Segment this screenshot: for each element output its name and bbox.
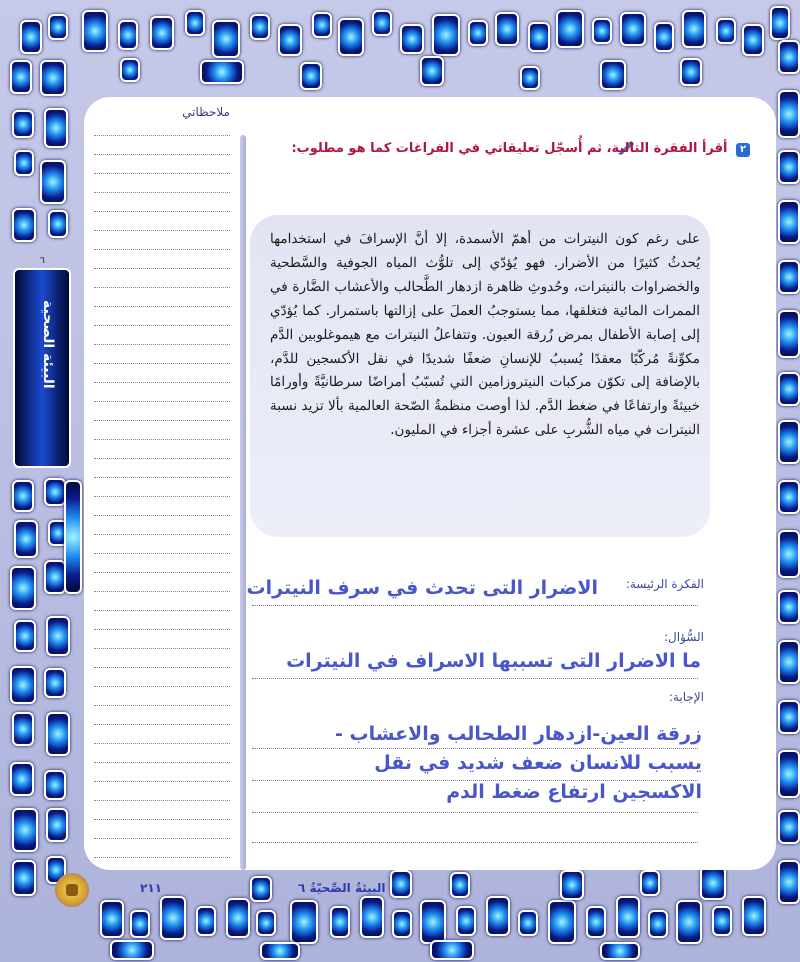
notes-line[interactable] — [94, 686, 230, 687]
decor-pill — [495, 12, 519, 46]
decor-pill — [716, 18, 736, 44]
decor-pill — [600, 942, 640, 960]
decor-pill — [160, 896, 186, 940]
notes-line[interactable] — [94, 363, 230, 364]
decor-pill — [712, 906, 732, 936]
decor-pill — [770, 6, 790, 40]
answer-line-c — [252, 812, 698, 813]
answer-line-a — [252, 748, 698, 749]
answer-line-2: يسبب للانسان ضعف شديد في نقل — [374, 752, 702, 774]
decor-pill — [640, 870, 660, 896]
notes-line[interactable] — [94, 306, 230, 307]
unit-side-tab-number: ٦ — [40, 256, 45, 266]
notes-line[interactable] — [94, 344, 230, 345]
decor-pill — [10, 762, 34, 796]
instruction — [270, 138, 750, 160]
decor-pill — [212, 20, 240, 58]
decor-pill — [12, 860, 36, 896]
notes-line[interactable] — [94, 800, 230, 801]
decor-pill — [338, 18, 364, 56]
decor-pill — [312, 12, 332, 38]
notes-line[interactable] — [94, 154, 230, 155]
decor-pill — [778, 40, 800, 74]
answer-line-1: زرقة العين-ازدهار الطحالب والاعشاب - — [335, 723, 702, 745]
decor-pill — [14, 520, 38, 558]
decor-pill — [360, 896, 384, 938]
answer-line-b — [252, 780, 698, 781]
decor-pill — [420, 56, 444, 86]
decor-pill — [118, 20, 138, 50]
notes-line[interactable] — [94, 496, 230, 497]
notes-line[interactable] — [94, 762, 230, 763]
decor-pill — [44, 668, 66, 698]
decor-pill — [250, 14, 270, 40]
decor-pill — [12, 480, 34, 512]
notes-line[interactable] — [94, 781, 230, 782]
notes-line[interactable] — [94, 287, 230, 288]
decor-pill — [100, 900, 124, 938]
decor-pill — [150, 16, 174, 50]
decor-pill — [390, 870, 412, 898]
decor-pill — [742, 896, 766, 936]
publisher-logo-mark — [66, 884, 78, 896]
decor-pill — [82, 10, 108, 52]
decor-pill — [778, 200, 800, 244]
decor-pill — [648, 910, 668, 938]
decor-pill — [600, 60, 626, 90]
decor-pill — [48, 14, 68, 40]
decor-pill — [556, 10, 584, 48]
notes-line[interactable] — [94, 591, 230, 592]
decor-pill — [120, 58, 140, 82]
notes-line[interactable] — [94, 192, 230, 193]
decor-pill — [226, 898, 250, 938]
decor-pill — [14, 620, 36, 652]
notes-title: ملاحظاتي — [182, 105, 230, 119]
decor-pill — [450, 872, 470, 898]
decor-pill — [518, 910, 538, 936]
decor-pill — [654, 22, 674, 52]
question-line — [252, 678, 698, 679]
notes-line[interactable] — [94, 857, 230, 858]
paragraph-text: على رغم كون النيترات من أهمّ الأسمدة، إلا أنَّ الإسرافَ في استخدامها يُحدثُ كثيرًا من الأضرار. فهو يُؤدّي إلى تلوُّث المياه الجوفية والسَّطحية والخضراوات بالنيترات، وحُدوثِ ظاهرة ازدهار الطَّحالب والأعشاب الضَّارة في الممرات المائية فتغلقها، مما يستوجبُ العملَ على إزالتها باستمرار. كما يُؤدّي إلى إصابة الأطفال بمرض زُرقة العيون. وتتفاعلُ النيترات مع هيموغلوبين الدَّم مكوِّنةً مُركّبًا معقدًا يُسببُ للإنسانِ ضعفًا شديدًا في نقل الأكسجين للدَّم، بالإضافة إلى تكوّن مركبات النيتروزامين التي تُسبّبُ أمراضًا سرطانيَّةً وأورامًا خبيثةً وارتفاعًا في ضغط الدَّم. لذا أوصت منظمةُ الصّحة العالمية بألا تزيد نسبة النيترات في مياه الشُّربِ على عشرة أجزاء في المليون. — [270, 231, 700, 439]
decor-pill — [44, 108, 68, 148]
unit-side-tab-label: البيئة الصحية — [40, 300, 56, 389]
answer-label: الإجابة: — [668, 690, 704, 704]
notes-line[interactable] — [94, 439, 230, 440]
decor-pill — [586, 906, 606, 938]
decor-pill — [12, 712, 34, 746]
question-label: السُّؤال: — [664, 630, 704, 644]
decor-pill — [46, 808, 68, 842]
decor-pill — [742, 24, 764, 56]
decor-pill — [14, 150, 34, 176]
decor-pill — [12, 110, 34, 138]
notes-line[interactable] — [94, 135, 230, 136]
decor-pill — [778, 810, 800, 844]
decor-pill — [46, 712, 70, 756]
decor-pill — [48, 210, 68, 238]
page-number: ٢١١ — [140, 881, 162, 895]
notes-line[interactable] — [94, 534, 230, 535]
decor-pill — [10, 566, 36, 610]
decor-pill — [528, 22, 550, 52]
notes-line[interactable] — [94, 705, 230, 706]
footer-unit-title: البيئةُ الصِّحيّةُ ٦ — [298, 881, 386, 895]
answer-line-3: الاكسجين ارتفاع ضغط الدم — [446, 781, 702, 803]
decor-pill — [44, 770, 66, 800]
main-idea-line — [252, 605, 698, 606]
notes-line[interactable] — [94, 458, 230, 459]
decor-pill — [778, 480, 800, 514]
notes-line[interactable] — [94, 325, 230, 326]
decor-pill — [592, 18, 612, 44]
decor-pill — [778, 90, 800, 138]
decor-pill — [700, 866, 726, 900]
notes-line[interactable] — [94, 268, 230, 269]
notes-line[interactable] — [94, 230, 230, 231]
decor-pill — [432, 14, 460, 56]
decor-pill — [44, 478, 66, 506]
decor-pill — [20, 20, 42, 54]
decor-pill — [680, 58, 702, 86]
decor-pill — [300, 62, 322, 90]
decor-pill — [778, 590, 800, 624]
decor-pill — [682, 10, 706, 48]
decor-pill — [548, 900, 576, 944]
decor-pill — [560, 870, 584, 900]
decor-pill — [778, 750, 800, 798]
question-answer[interactable]: ما الاضرار التى تسببها الاسراف في النيترات — [286, 650, 701, 672]
decor-pill — [486, 896, 510, 936]
decor-pill — [44, 560, 66, 594]
notes-column — [84, 97, 240, 870]
notes-line[interactable] — [94, 743, 230, 744]
decor-pill — [778, 530, 800, 578]
decor-pill — [278, 24, 302, 56]
notes-line[interactable] — [94, 249, 230, 250]
decor-pill — [778, 700, 800, 734]
decor-pill — [778, 150, 800, 184]
notes-line[interactable] — [94, 648, 230, 649]
notes-line[interactable] — [94, 173, 230, 174]
column-divider — [240, 135, 246, 870]
instruction-text: أقرأ الفقرة التالية، ثم أُسجّل تعليقاتي في الفراغات كما هو مطلوب: — [291, 141, 728, 156]
decor-pill — [46, 616, 70, 656]
decor-pill — [620, 12, 646, 46]
decor-pill — [196, 906, 216, 936]
notes-line[interactable] — [94, 838, 230, 839]
decor-pill — [616, 896, 640, 938]
decor-pill — [520, 66, 540, 90]
decor-pill — [778, 372, 800, 406]
notes-line[interactable] — [94, 477, 230, 478]
decor-pill — [778, 420, 800, 464]
decor-pill — [468, 20, 488, 46]
decor-pill — [400, 24, 424, 54]
notes-line[interactable] — [94, 819, 230, 820]
main-idea-label: الفكرة الرئيسة: — [625, 577, 704, 591]
decor-pill — [40, 160, 66, 204]
decor-pill — [778, 860, 800, 904]
decor-pill — [250, 876, 272, 902]
notes-line[interactable] — [94, 401, 230, 402]
notes-line[interactable] — [94, 515, 230, 516]
instruction-number: ٢ — [736, 143, 750, 157]
notes-line[interactable] — [94, 211, 230, 212]
decor-pill — [64, 480, 82, 594]
notes-line[interactable] — [94, 724, 230, 725]
notes-line[interactable] — [94, 610, 230, 611]
notes-line[interactable] — [94, 572, 230, 573]
notes-line[interactable] — [94, 667, 230, 668]
answer-text[interactable] — [282, 720, 702, 807]
main-idea-answer[interactable]: الاضرار التى تحدث في سرف النيترات — [246, 577, 598, 599]
decor-pill — [40, 60, 66, 96]
decor-pill — [778, 260, 800, 294]
decor-pill — [778, 640, 800, 684]
notes-line[interactable] — [94, 420, 230, 421]
notes-line[interactable] — [94, 629, 230, 630]
decor-pill — [290, 900, 318, 944]
decor-pill — [12, 208, 36, 242]
decor-pill — [260, 942, 300, 960]
decor-pill — [456, 906, 476, 936]
decor-pill — [12, 808, 38, 852]
decor-pill — [10, 666, 36, 704]
decor-pill — [392, 910, 412, 938]
decor-pill — [200, 60, 244, 84]
decor-pill — [676, 900, 702, 944]
decor-pill — [420, 900, 446, 944]
decor-pill — [10, 60, 32, 94]
decor-pill — [185, 10, 205, 36]
decor-pill — [430, 940, 474, 960]
decor-pill — [110, 940, 154, 960]
decor-pill — [130, 910, 150, 938]
decor-pill — [372, 10, 392, 36]
decor-pill — [256, 910, 276, 936]
answer-line-d — [252, 842, 698, 843]
decor-pill — [330, 906, 350, 938]
notes-line[interactable] — [94, 553, 230, 554]
notes-line[interactable] — [94, 382, 230, 383]
decor-pill — [778, 310, 800, 358]
